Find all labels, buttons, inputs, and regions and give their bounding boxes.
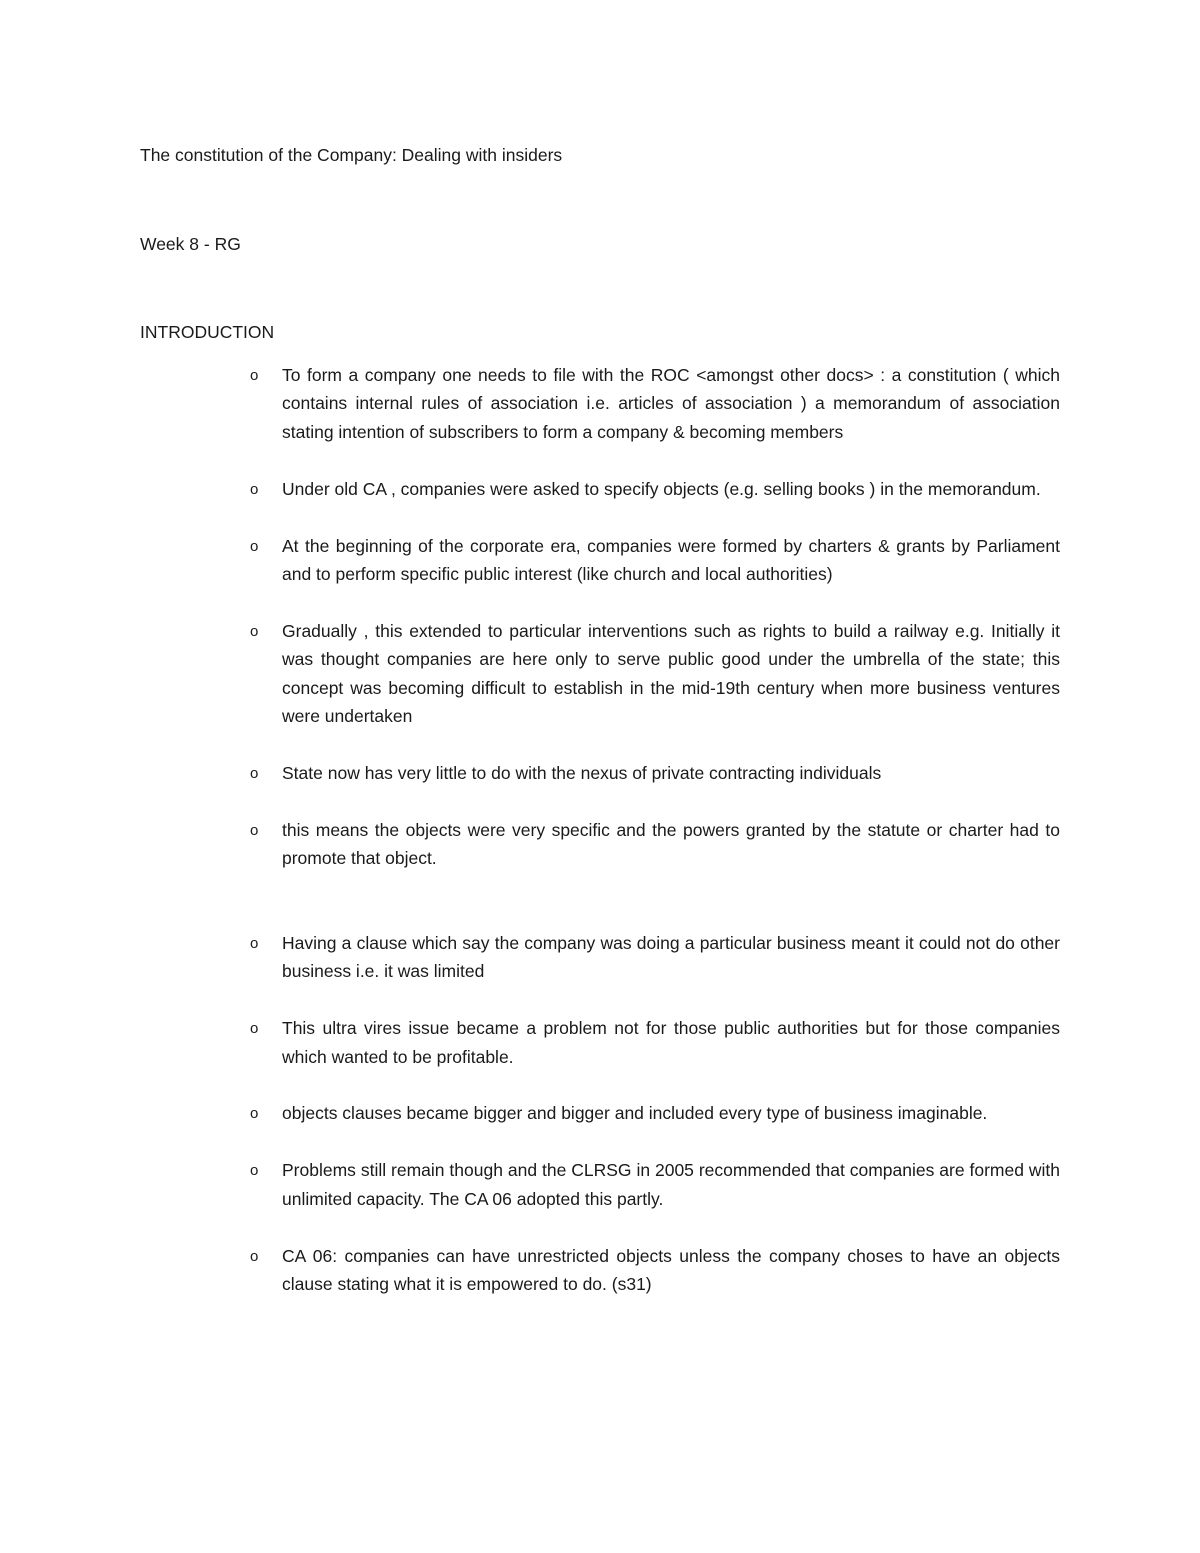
bullet-text: this means the objects were very specific and the powers granted by the statute or charter had to promote that object. xyxy=(282,819,1060,869)
bullet-circle-icon: o xyxy=(250,1020,259,1038)
list-item xyxy=(140,1242,1060,1299)
bullet-circle-icon: o xyxy=(250,1247,259,1265)
bullet-text: State now has very little to do with the nexus of private contracting individuals xyxy=(282,763,882,784)
bullet-text: To form a company one needs to file with the ROC <amongst other docs> : a constitution ( which contains internal rules of association i.e. articles of association ) a memorandum of association stating intention of subscribers to form a company & becoming members xyxy=(282,365,1060,442)
bullet-circle-icon: o xyxy=(250,480,259,498)
bullet-text: Problems still remain though and the CLRSG in 2005 recommended that companies are formed with unlimited capacity. The CA 06 adopted this partly. xyxy=(282,1160,1060,1209)
list-item xyxy=(140,816,1060,873)
list-item xyxy=(140,475,1060,503)
bullet-circle-icon: o xyxy=(250,1105,259,1123)
bullet-circle-icon: o xyxy=(250,1162,259,1180)
bullet-text: CA 06: companies can have unrestricted objects unless the company choses to have an objects clause stating what it is empowered to do. (s31) xyxy=(282,1245,1060,1295)
list-item xyxy=(140,759,1060,787)
bullet-text: objects clauses became bigger and bigger and included every type of business imaginable. xyxy=(282,1103,988,1124)
bullet-circle-icon: o xyxy=(250,537,259,555)
list-item xyxy=(140,361,1060,446)
bullet-text: This ultra vires issue became a problem not for those public authorities but for those companies which wanted to be profitable. xyxy=(282,1018,1060,1067)
list-item xyxy=(140,1014,1060,1071)
bullet-list xyxy=(140,361,1060,1327)
bullet-circle-icon: o xyxy=(250,934,259,952)
bullet-circle-icon: o xyxy=(250,765,259,783)
section-heading: INTRODUCTION xyxy=(140,322,275,342)
bullet-circle-icon: o xyxy=(250,622,259,640)
bullet-text: Having a clause which say the company was doing a particular business meant it could not do other business i.e. it was limited xyxy=(282,932,1060,982)
bullet-circle-icon: o xyxy=(250,821,259,839)
bullet-text: At the beginning of the corporate era, companies were formed by charters & grants by Parliament and to perform specific public interest (like church and local authorities) xyxy=(282,535,1060,585)
document-title: The constitution of the Company: Dealing with insiders xyxy=(140,145,563,165)
bullet-text: Under old CA , companies were asked to specify objects (e.g. selling books ) in the memorandum. xyxy=(282,478,1041,499)
list-item xyxy=(140,929,1060,986)
document-subtitle: Week 8 - RG xyxy=(140,234,241,254)
bullet-text: Gradually , this extended to particular interventions such as rights to build a railway e.g. Initially it was thought companies are here only to serve public good under the umbrella of the state; this concept was becoming difficult to establish in the mid-19th century when more business ventures were undertaken xyxy=(282,620,1060,727)
list-item xyxy=(140,532,1060,589)
list-item xyxy=(140,1156,1060,1213)
bullet-circle-icon: o xyxy=(250,367,259,384)
list-item xyxy=(140,1099,1060,1127)
list-item xyxy=(140,617,1060,731)
